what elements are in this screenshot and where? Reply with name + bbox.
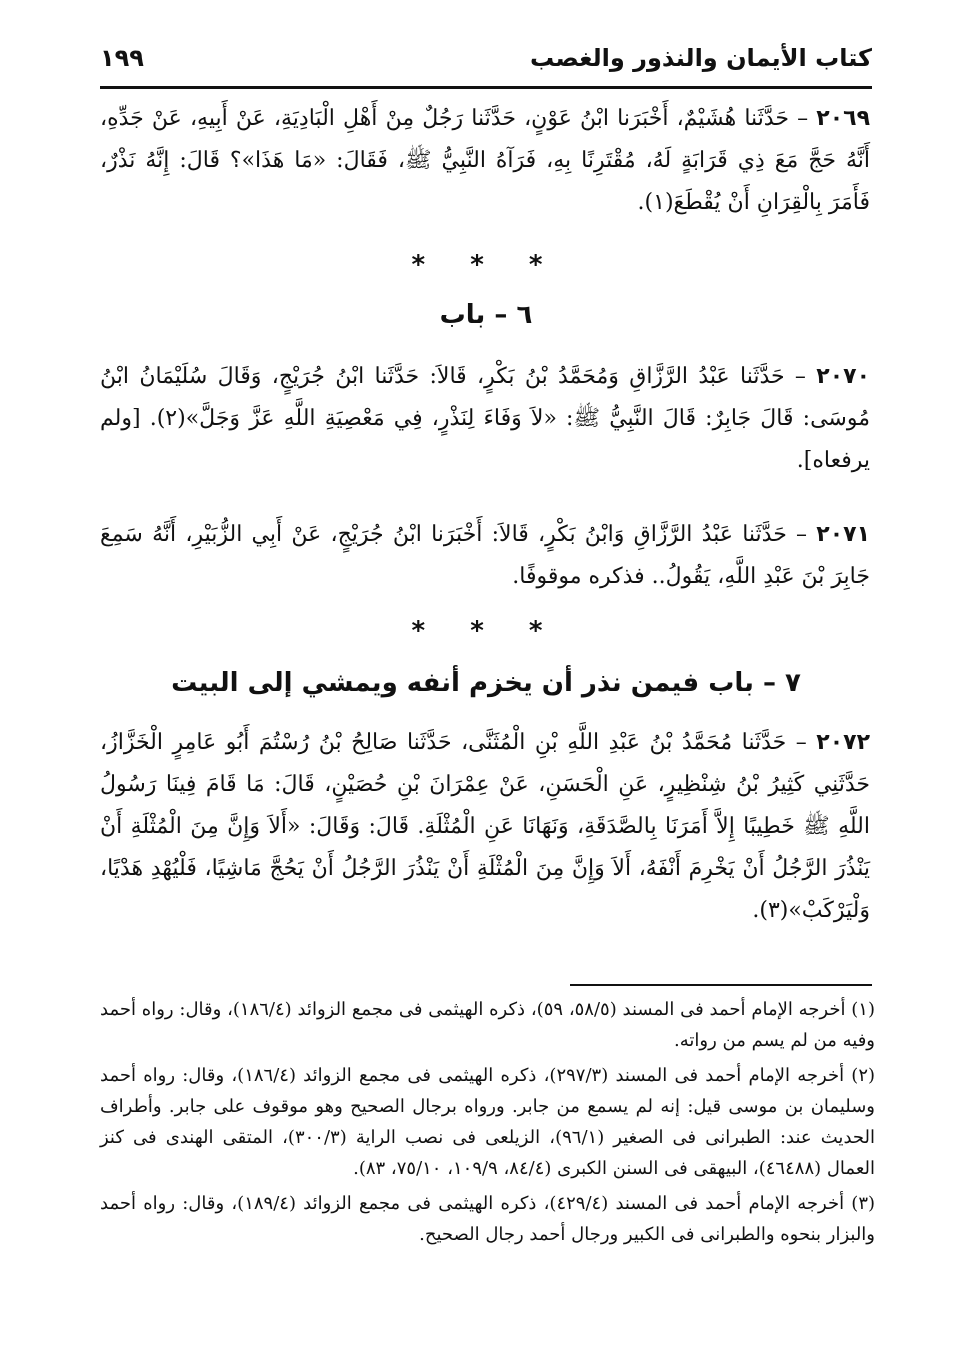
hadith-text: – حَدَّثَنا عَبْدُ الرَّزَّاقِ وَابْنُ بَكْرٍ، قَالاَ: أَخْبَرَنا ابْنُ جُرَيْجٍ، عَنْ أَبِي الزُّبَيْرِ، أَنَّهُ سَمِعَ جَابِرَ بْنَ عَبْدِ اللَّهِ، يَقُولُ.. فذكره موقوفًا. bbox=[100, 522, 870, 589]
footnotes bbox=[100, 994, 875, 1254]
header-rule bbox=[100, 86, 872, 89]
page-header bbox=[100, 40, 872, 88]
hadith-number: ٢٠٦٩ bbox=[816, 106, 870, 131]
hadith-2070 bbox=[100, 356, 870, 482]
hadith-2071 bbox=[100, 514, 870, 598]
hadith-text: – حَدَّثَنا هُشَيْمٌ، أَخْبَرَنا ابْنُ عَوْنٍ، حَدَّثَنا رَجُلٌ مِنْ أَهْلِ الْبَادِيَةِ، عَنْ أَبِيهِ، عَنْ جَدِّهِ، أَنَّهُ حَجَّ مَعَ ذِي قَرَابَةٍ لَهُ، مُقْتَرِنًا بِهِ، فَرَآهُ النَّبِيُّ ﷺ، فَقَالَ: «مَا هَذَا»؟ قَالَ: إِنَّهُ نَذْرٌ، فَأَمَرَ بِالْقِرَانِ أَنْ يُقْطَعَ(١). bbox=[100, 106, 870, 215]
hadith-text: – حَدَّثَنا مُحَمَّدُ بْنُ عَبْدِ اللَّهِ بْنِ الْمُثَنَّى، حَدَّثَنا صَالِحُ بْنُ رُسْتُمَ أَبُو عَامِرٍ الْخَزَّازُ، حَدَّثَنِي كَثِيرُ بْنُ شِنْظِيرٍ، عَنِ الْحَسَنِ، عَنْ عِمْرَانَ بْنِ حُصَيْنٍ، قَالَ: مَا قَامَ فِينَا رَسُولُ اللَّهِ ﷺ خَطِيبًا إِلاَّ أَمَرَنَا بِالصَّدَقَةِ، وَنَهَانَا عَنِ الْمُثْلَةِ. قَالَ: وَقَالَ: «أَلاَ وَإِنَّ مِنَ الْمُثْلَةِ أَنْ يَنْذُرَ الرَّجُلُ أَنْ يَخْرِمَ أَنْفَهُ، أَلاَ وَإِنَّ مِنَ الْمُثْلَةِ أَنْ يَنْذُرَ الرَّجُلُ أَنْ يَحُجَّ مَاشِيًا، فَلْيُهْدِ هَدْيًا، وَلْيَرْكَبْ»(٣). bbox=[100, 730, 871, 923]
section-separator: * * * bbox=[411, 250, 561, 280]
hadith-number: ٢٠٧٢ bbox=[816, 730, 871, 755]
hadith-2069 bbox=[100, 98, 870, 224]
footnote-rule bbox=[570, 984, 872, 986]
hadith-2072 bbox=[100, 722, 870, 932]
section-separator: * * * bbox=[411, 616, 561, 646]
page-number: ١٩٩ bbox=[100, 44, 144, 72]
running-title: كتاب الأيمان والنذور والغصب bbox=[530, 44, 872, 72]
chapter-heading-6: ٦ – باب bbox=[439, 300, 533, 330]
footnote-1: (١) أخرجه الإمام أحمد فى المسند (٥٨/٥، ٥٩)، ذكره الهيثمى فى مجمع الزوائد (١٨٦/٤)، وقال: رواه أحمد وفيه من لم يسم من رواته. bbox=[100, 999, 875, 1051]
hadith-text: – حَدَّثَنا عَبْدُ الرَّزَّاقِ وَمُحَمَّدُ بْنُ بَكْرٍ، قَالاَ: حَدَّثَنا ابْنُ جُرَيْجٍ، وَقَالَ سُلَيْمَانُ ابْنُ مُوسَى: قَالَ جَابِرٌ: قَالَ النَّبِيُّ ﷺ: «لاَ وَفَاءَ لِنَذْرٍ، فِي مَعْصِيَةِ اللَّهِ عَزَّ وَجَلَّ»(٢). [ولم يرفعاه]. bbox=[100, 364, 870, 473]
hadith-number: ٢٠٧١ bbox=[816, 522, 871, 547]
footnote-2: (٢) أخرجه الإمام أحمد فى المسند (٢٩٧/٣)، ذكره الهيثمى فى مجمع الزوائد (١٨٦/٤)، وقال: رواه أحمد وسليمان بن موسى قيل: إنه لم يسمع من جابر. ورواه برجال الصحيح وهو موقوف على جابر. وأطراف الحديث عند: الطبرانى فى الصغير (٩٦/١)، الزيلعى فى نصب الراية (٣٠٠/٣)، المتقى الهندى فى كنز العمال (٤٦٤٨٨)، البيهقى فى السنن الكبرى (٨٤/٤، ١٠٩/٩، ٧٥/١٠، ٨٣). bbox=[100, 1065, 876, 1179]
chapter-heading-7: ٧ – باب فيمن نذر أن يخزم أنفه ويمشي إلى البيت bbox=[171, 668, 801, 698]
hadith-number: ٢٠٧٠ bbox=[816, 364, 870, 389]
footnote-3: (٣) أخرجه الإمام أحمد فى المسند (٤٢٩/٤)، ذكره الهيثمى فى مجمع الزوائد (١٨٩/٤)، وقال: رواه أحمد والبزار بنحوه والطبرانى فى الكبير ورجال أحمد رجال الصحيح. bbox=[100, 1193, 876, 1245]
